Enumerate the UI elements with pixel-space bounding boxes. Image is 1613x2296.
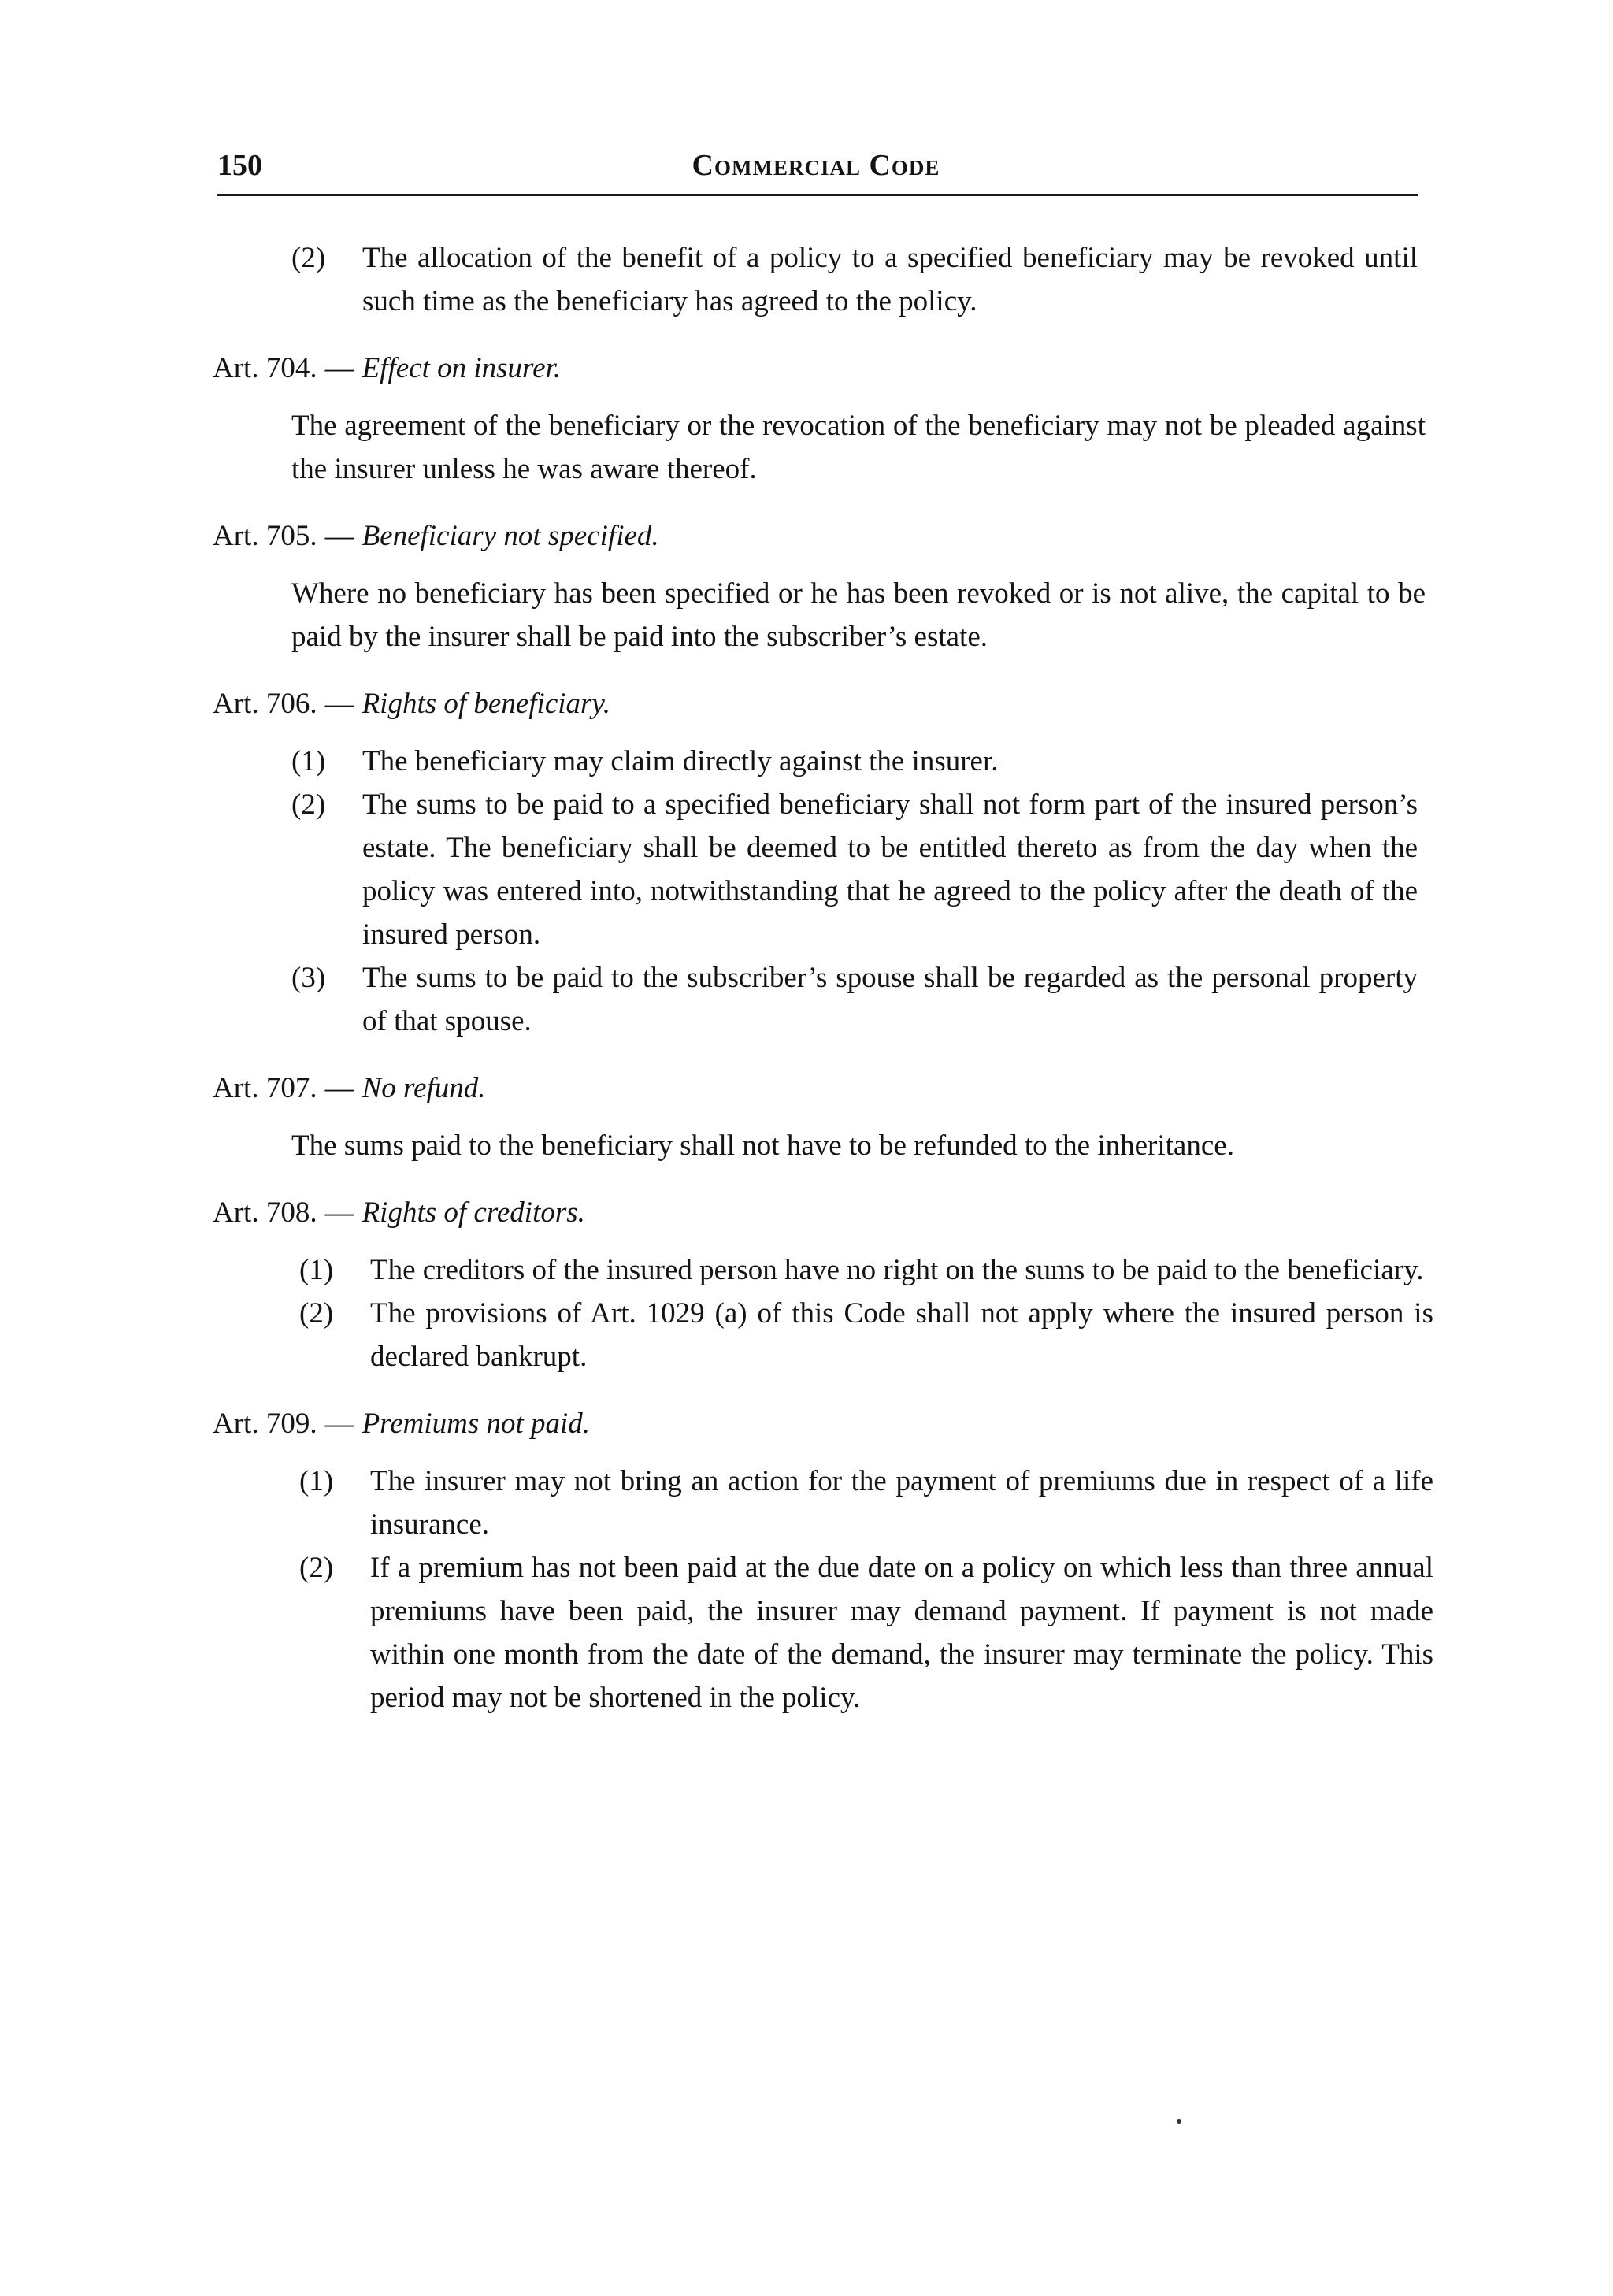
article-items-709 (299, 1460, 1433, 1719)
item-text: The sums to be paid to the subscriber’s spouse shall be regarded as the personal property of that spouse. (362, 962, 1418, 1037)
item-text: The insurer may not bring an action for the payment of premiums due in respect of a life insurance. (370, 1465, 1433, 1541)
article-heading-708 (213, 1191, 1433, 1234)
list-item (299, 1248, 1433, 1292)
item-number: (2) (299, 1552, 334, 1584)
article-number: Art. 704. (213, 352, 317, 384)
item-text: The allocation of the benefit of a policy to a specified beneficiary may be revoked until such time as the beneficiary has agreed to the policy. (362, 242, 1418, 317)
continuation-items (291, 236, 1418, 323)
ink-speck (1177, 2119, 1181, 2124)
running-title: Commercial Code (692, 149, 940, 182)
article-text-707: The sums paid to the beneficiary shall not have to be refunded to the inheritance. (291, 1129, 1234, 1162)
article-heading-709 (213, 1402, 1433, 1445)
list-item (299, 1292, 1433, 1378)
page-number: 150 (217, 149, 262, 182)
list-item (299, 1460, 1433, 1546)
article-dash: — (324, 688, 354, 720)
article-text-704: The agreement of the beneficiary or the revocation of the beneficiary may not be pleaded against the insurer unless he was aware thereof. (291, 410, 1426, 485)
article-number: Art. 709. (213, 1408, 317, 1440)
item-number: (3) (291, 962, 326, 994)
item-text: The creditors of the insured person have no right on the sums to be paid to the beneficiary. (370, 1254, 1424, 1286)
article-title: Rights of creditors. (362, 1196, 585, 1229)
article-dash: — (324, 352, 354, 384)
item-text: If a premium has not been paid at the due date on a policy on which less than three annual premiums have been paid, the insurer may demand payment. If payment is not made within one month from the date of the demand, the insurer may terminate the policy. This period may not be shortened in the policy. (370, 1552, 1433, 1714)
item-text: The beneficiary may claim directly against the insurer. (362, 745, 999, 777)
article-heading-704 (213, 347, 1433, 390)
article-dash: — (324, 1196, 354, 1229)
header-rule (217, 194, 1418, 196)
item-number: (2) (291, 788, 326, 821)
list-item (291, 236, 1418, 323)
page-body (213, 236, 1433, 1743)
item-number: (1) (299, 1465, 334, 1497)
article-dash: — (324, 1072, 354, 1104)
article-title: Beneficiary not specified. (362, 520, 659, 552)
article-number: Art. 705. (213, 520, 317, 552)
article-title: Rights of beneficiary. (362, 688, 611, 720)
article-heading-706 (213, 682, 1433, 725)
item-number: (2) (299, 1297, 334, 1330)
article-title: Premiums not paid. (362, 1408, 591, 1440)
item-text: The provisions of Art. 1029 (a) of this Code shall not apply where the insured person is declared bankrupt. (370, 1297, 1433, 1373)
item-number: (1) (291, 745, 326, 777)
article-dash: — (324, 1408, 354, 1440)
article-title: Effect on insurer. (362, 352, 562, 384)
article-heading-705 (213, 514, 1433, 558)
item-number: (2) (291, 242, 326, 274)
article-text-705: Where no beneficiary has been specified or he has been revoked or is not alive, the capital to be paid by the insurer shall be paid into the subscriber’s estate. (291, 577, 1426, 653)
list-item (299, 1546, 1433, 1719)
article-heading-707 (213, 1066, 1433, 1110)
list-item (291, 956, 1418, 1043)
article-number: Art. 707. (213, 1072, 317, 1104)
article-number: Art. 708. (213, 1196, 317, 1229)
article-items-708 (299, 1248, 1433, 1378)
running-header (217, 142, 1415, 189)
article-number: Art. 706. (213, 688, 317, 720)
article-items-706 (291, 740, 1418, 1043)
article-title: No refund. (362, 1072, 486, 1104)
item-number: (1) (299, 1254, 334, 1286)
list-item (291, 783, 1418, 956)
list-item (291, 740, 1418, 783)
article-dash: — (324, 520, 354, 552)
item-text: The sums to be paid to a specified beneficiary shall not form part of the insured person’s estate. The beneficiary shall be deemed to be entitled thereto as from the day when the policy was entered into, notwithstanding that he agreed to the policy after the death of the insured person. (362, 788, 1418, 951)
